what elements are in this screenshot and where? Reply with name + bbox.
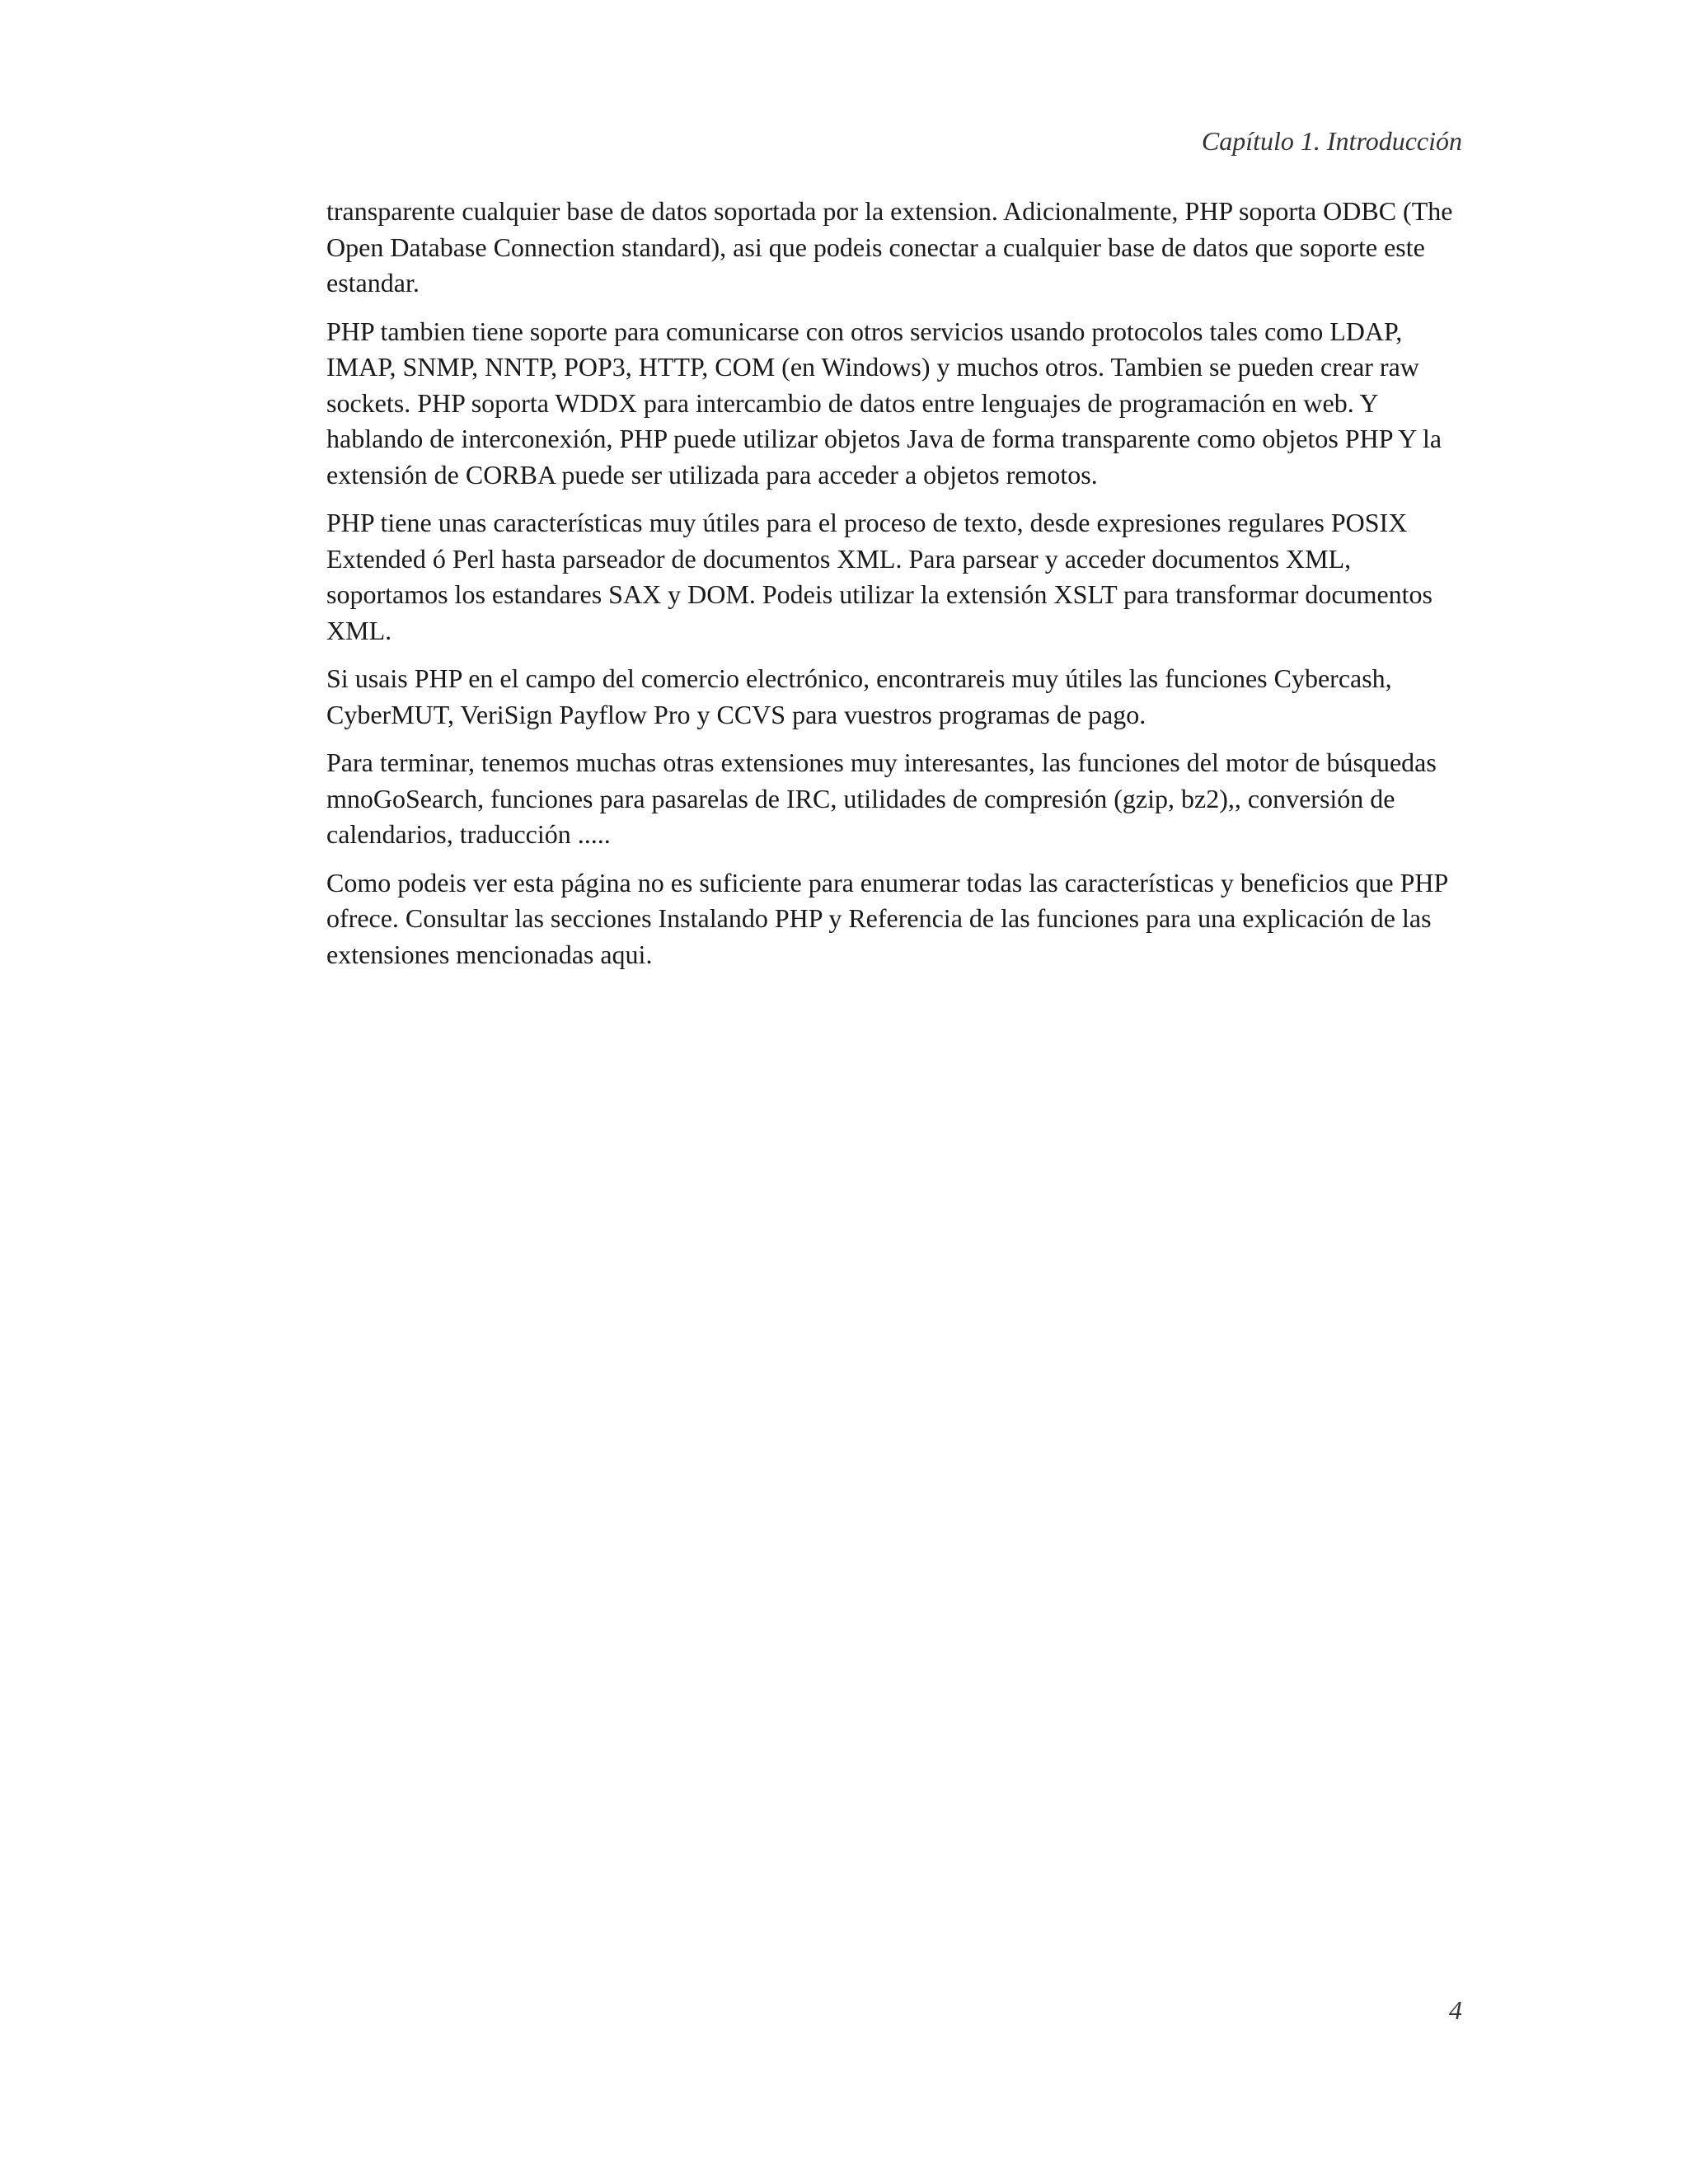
paragraph-text-processing: PHP tiene unas características muy útiles para el proceso de texto, desde expresiones regulares POSIX Extended ó Perl hasta parseador de documentos XML. Para parsear y acceder documentos XML, soportamos los estandares SAX y DOM. Podeis utilizar la extensión XSLT para transformar documentos XML. xyxy=(326,508,1432,645)
chapter-header: Capítulo 1. Introducción xyxy=(1201,126,1462,156)
paragraph-other-extensions: Para terminar, tenemos muchas otras extensiones muy interesantes, las funciones del motor de búsquedas mnoGoSearch, funciones para pasarelas de IRC, utilidades de compresión (gzip, bz2),, conversión de calendarios, traducción ..... xyxy=(326,748,1437,849)
paragraph-databases: transparente cualquier base de datos soportada por la extension. Adicionalmente, PHP soporta ODBC (The Open Database Connection standard), asi que podeis conectar a cualquier base de datos que soporte este estandar. xyxy=(326,196,1453,298)
body-text xyxy=(326,194,1474,985)
paragraph-conclusion: Como podeis ver esta página no es suficiente para enumerar todas las características y beneficios que PHP ofrece. Consultar las secciones Instalando PHP y Referencia de las funciones para una explicación de las extensiones mencionadas aqui. xyxy=(326,867,1448,969)
paragraph-ecommerce: Si usais PHP en el campo del comercio electrónico, encontrareis muy útiles las funciones Cybercash, CyberMUT, VeriSign Payflow Pro y CCVS para vuestros programas de pago. xyxy=(326,663,1392,729)
page-number: 4 xyxy=(1449,1995,1462,2025)
paragraph-protocols: PHP tambien tiene soporte para comunicarse con otros servicios usando protocolos tales como LDAP, IMAP, SNMP, NNTP, POP3, HTTP, COM (en Windows) y muchos otros. Tambien se pueden crear raw sockets. PHP soporta WDDX para intercambio de datos entre lenguajes de programación en web. Y hablando de interconexión, PHP puede utilizar objetos Java de forma transparente como objetos PHP Y la extensión de CORBA puede ser utilizada para acceder a objetos remotos. xyxy=(326,316,1442,490)
